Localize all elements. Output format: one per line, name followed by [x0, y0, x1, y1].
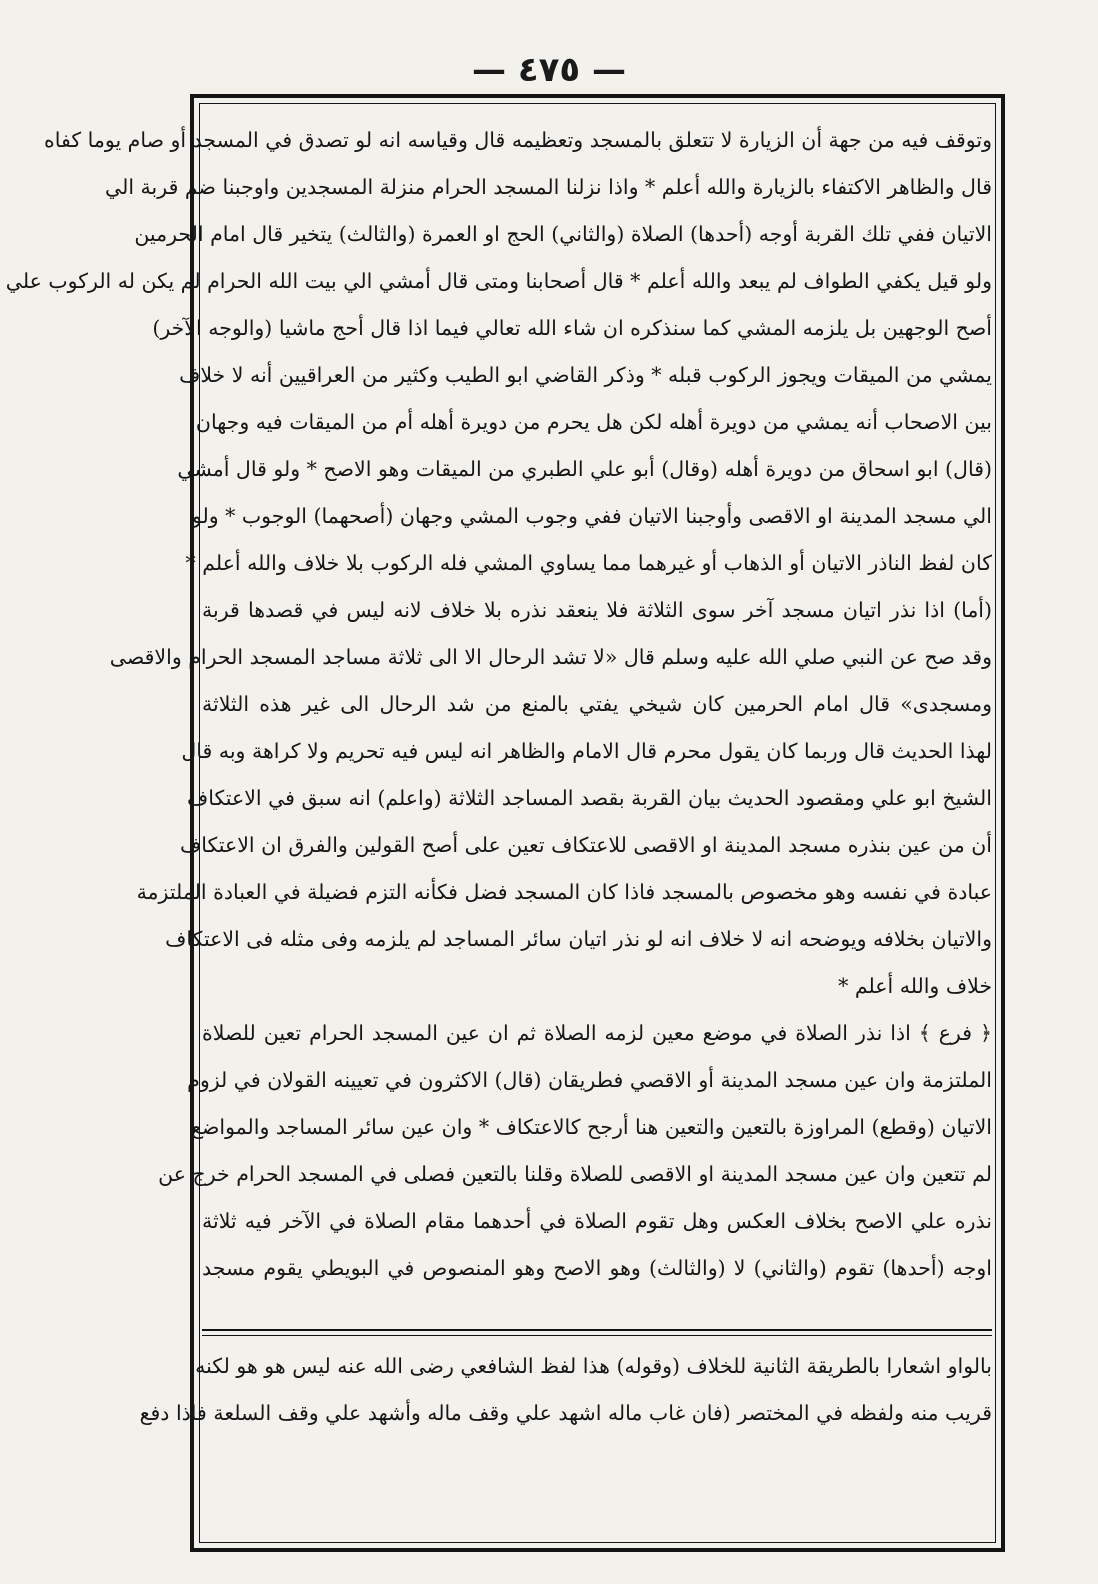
text-line: اوجه (أحدها) تقوم (والثاني) لا (والثالث) وهو الاصح وهو المنصوص في البويطي يقوم مسجد — [202, 1256, 992, 1280]
text-line: ومسجدى» قال امام الحرمين كان شيخي يفتي بالمنع من شد الرحال الى غير هذه الثلاثة — [202, 692, 992, 716]
text-line: والاتيان بخلافه ويوضحه انه لا خلاف انه لو نذر اتيان سائر المساجد لم يلزمه وفى مثله فى الاعتكاف — [165, 927, 992, 951]
text-line: عبادة في نفسه وهو مخصوص بالمسجد فاذا كان المسجد فضل فكأنه التزم فضيلة في العبادة الملتزمة — [136, 880, 992, 904]
text-line: الملتزمة وان عين مسجد المدينة أو الاقصي فطريقان (قال) الاكثرون في تعيينه القولان في لزوم — [187, 1068, 992, 1092]
page-number: — ٤٧٥ — — [472, 50, 626, 90]
text-line: الاتيان ففي تلك القربة أوجه (أحدها) الصلاة (والثاني) الحج او العمرة (والثالث) يتخير قال امام الحرمين — [134, 222, 992, 246]
text-line: خلاف والله أعلم * — [838, 974, 992, 998]
text-line: نذره علي الاصح بخلاف العكس وهل تقوم الصلاة في أحدهما مقام الصلاة في الآخر فيه ثلاثة — [202, 1209, 992, 1233]
text-line: يمشي من الميقات ويجوز الركوب قبله * وذكر القاضي ابو الطيب وكثير من العراقيين أنه لا خلاف — [179, 363, 992, 387]
text-line: وتوقف فيه من جهة أن الزيارة لا تتعلق بالمسجد وتعظيمه قال وقياسه انه لو تصدق في المسجد أو صام يوما كفاه — [44, 128, 992, 152]
text-line: وقد صح عن النبي صلي الله عليه وسلم قال «لا تشد الرحال الا الى ثلاثة مساجد المسجد الحرام والاقصى — [109, 645, 992, 669]
text-line: لهذا الحديث قال وربما كان يقول محرم قال الامام والظاهر انه ليس فيه تحريم ولا كراهة وبه قال — [181, 739, 992, 763]
text-line: الي مسجد المدينة او الاقصى وأوجبنا الاتيان ففي وجوب المشي وجهان (أصحهما) الوجوب * ولو — [191, 504, 992, 528]
text-line: بين الاصحاب أنه يمشي من دويرة أهله لكن هل يحرم من دويرة أهله أم من الميقات فيه وجهان — [195, 410, 992, 434]
text-line: لم تتعين وان عين مسجد المدينة او الاقصى للصلاة وقلنا بالتعين فصلى في المسجد الحرام خرج عن — [158, 1162, 992, 1186]
text-line: قال والظاهر الاكتفاء بالزيارة والله أعلم * واذا نزلنا المسجد الحرام منزلة المسجدين واوجبنا ضم قربة الي — [105, 175, 992, 199]
text-line: (قال) ابو اسحاق من دويرة أهله (وقال) أبو علي الطبري من الميقات وهو الاصح * ولو قال أمشي — [177, 457, 992, 481]
footnotes-body — [139, 1343, 992, 1437]
footnote-divider — [202, 1329, 992, 1336]
text-line: الشيخ ابو علي ومقصود الحديث بيان القربة بقصد المساجد الثلاثة (واعلم) انه سبق في الاعتكاف — [186, 786, 992, 810]
text-line: ﴿ فرع ﴾ اذا نذر الصلاة في موضع معين لزمه الصلاة ثم ان عين المسجد الحرام تعين للصلاة — [202, 1021, 992, 1045]
text-line: أصح الوجهين بل يلزمه المشي كما سنذكره ان شاء الله تعالي فيما اذا قال أحج ماشيا (والوجه الآخر) — [152, 316, 992, 340]
text-line: الاتيان (وقطع) المراوزة بالتعين والتعين هنا أرجح كالاعتكاف * وان عين سائر المساجد والمواضع — [191, 1115, 992, 1139]
footnote-line: قريب منه ولفظه في المختصر (فان غاب ماله اشهد علي وقف ماله وأشهد علي وقف السلعة فاذا دفع — [139, 1401, 992, 1425]
text-line: ولو قيل يكفي الطواف لم يبعد والله أعلم * قال أصحابنا ومتى قال أمشي الي بيت الله الحرام لم يكن له الركوب علي — [5, 269, 992, 293]
main-text-body — [5, 117, 992, 1292]
footnote-line: بالواو اشعارا بالطريقة الثانية للخلاف (وقوله) هذا لفظ الشافعي رضى الله عنه ليس هو هو لكنه — [195, 1354, 992, 1378]
text-line: (أما) اذا نذر اتيان مسجد آخر سوى الثلاثة فلا ينعقد نذره بلا خلاف لانه ليس في قصدها قربة — [202, 598, 992, 622]
text-line: أن من عين بنذره مسجد المدينة او الاقصى للاعتكاف تعين على أصح القولين والفرق ان الاعتكاف — [179, 833, 992, 857]
text-line: كان لفظ الناذر الاتيان أو الذهاب أو غيرهما مما يساوي المشي فله الركوب بلا خلاف والله أعلم * — [185, 551, 992, 575]
